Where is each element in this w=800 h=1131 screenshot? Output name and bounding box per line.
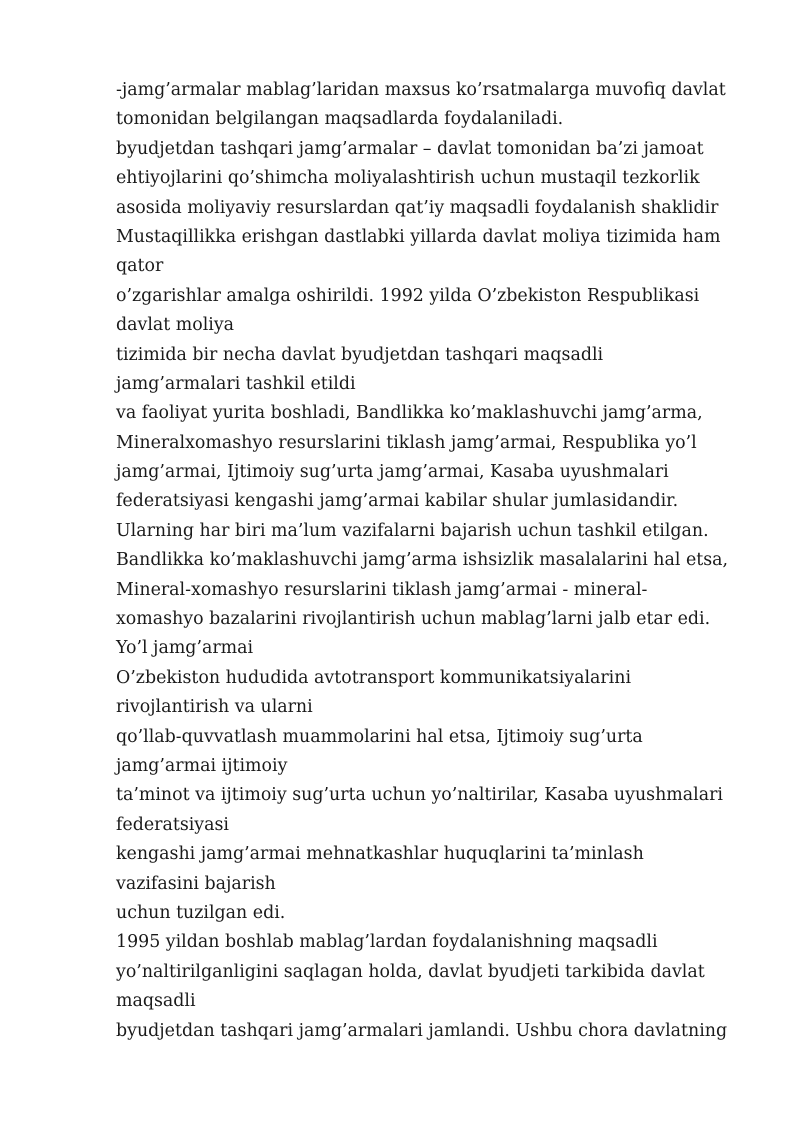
text-line: jamg’armai, Ijtimoiy sug’urta jamg’armai, Kasaba uyushmalari <box>116 462 669 483</box>
text-line: jamg’armai ijtimoiy <box>116 755 288 776</box>
text-line: Bandlikka ko’maklashuvchi jamg’arma ishsizlik masalalarini hal etsa, <box>116 550 729 571</box>
text-line: qator <box>116 256 164 277</box>
text-line: byudjetdan tashqari jamg’armalari jamlandi. Ushbu chora davlatning <box>116 1020 728 1041</box>
text-line: va faoliyat yurita boshladi, Bandlikka ko’maklashuvchi jamg’arma, <box>116 403 703 424</box>
text-line: xomashyo bazalarini rivojlantirish uchun mablag’larni jalb etar edi. <box>116 609 711 630</box>
text-line: tomonidan belgilangan maqsadlarda foydalaniladi. <box>116 109 564 130</box>
text-line: asosida moliyaviy resurslardan qat’iy maqsadli foydalanish shaklidir <box>116 197 719 218</box>
text-line: Mineralxomashyo resurslarini tiklash jamg’armai, Respublika yo’l <box>116 432 697 453</box>
text-line: O’zbekiston hududida avtotransport kommunikatsiyalarini <box>116 667 632 688</box>
text-line: -jamg’armalar mablag’laridan maxsus ko’rsatmalarga muvofiq davlat <box>116 80 726 100</box>
text-line: davlat moliya <box>116 315 235 336</box>
text-line: qo’llab-quvvatlash muammolarini hal etsa, Ijtimoiy sug’urta <box>116 726 643 747</box>
text-line: Mineral-xomashyo resurslarini tiklash jamg’armai - mineral- <box>116 579 648 600</box>
text-line: ehtiyojlarini qo’shimcha moliyalashtirish uchun mustaqil tezkorlik <box>116 168 700 189</box>
text-line: jamg’armalari tashkil etildi <box>116 373 356 394</box>
text-line: tizimida bir necha davlat byudjetdan tashqari maqsadli <box>116 344 604 365</box>
text-line: federatsiyasi kengashi jamg’armai kabilar shular jumlasidandir. <box>116 491 679 512</box>
text-line: uchun tuzilgan edi. <box>116 902 286 923</box>
text-line: rivojlantirish va ularni <box>116 697 313 718</box>
text-line: Mustaqillikka erishgan dastlabki yillarda davlat moliya tizimida ham <box>116 226 721 247</box>
text-line: yo’naltirilganligini saqlagan holda, davlat byudjeti tarkibida davlat <box>116 961 705 982</box>
text-line: vazifasini bajarish <box>116 873 276 894</box>
text-line: byudjetdan tashqari jamg’armalar – davlat tomonidan ba’zi jamoat <box>116 138 704 159</box>
document-body <box>116 76 756 1046</box>
text-line: Yo’l jamg’armai <box>116 638 254 659</box>
text-line: ta’minot va ijtimoiy sug’urta uchun yo’naltirilar, Kasaba uyushmalari <box>116 785 723 806</box>
text-line: maqsadli <box>116 991 196 1012</box>
text-line: kengashi jamg’armai mehnatkashlar huquqlarini ta’minlash <box>116 844 644 865</box>
text-line: Ularning har biri ma’lum vazifalarni bajarish uchun tashkil etilgan. <box>116 520 709 541</box>
text-line: o’zgarishlar amalga oshirildi. 1992 yilda O’zbekiston Respublikasi <box>116 285 700 306</box>
text-line: federatsiyasi <box>116 814 229 835</box>
text-line: 1995 yildan boshlab mablag’lardan foydalanishning maqsadli <box>116 932 658 953</box>
